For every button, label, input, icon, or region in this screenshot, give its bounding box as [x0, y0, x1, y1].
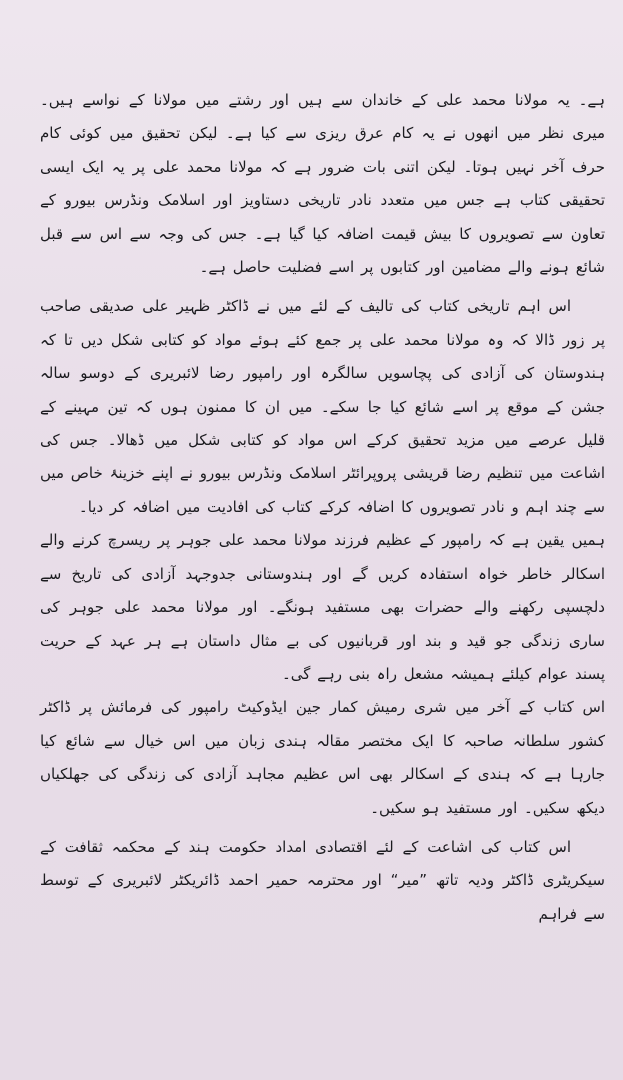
paragraph-2: اس اہم تاریخی کتاب کی تالیف کے لئے میں نے ڈاکٹر ظہیر علی صدیقی صاحب پر زور ڈالا کہ وہ مولانا محمد علی پر جمع کئے ہوئے مواد کو کتابی شکل دیں تا کہ ہندوستان کی آزادی کی پچاسویں سالگرہ اور رامپور رضا لائبریری کے دوسو سالہ جشن کے موقع پر اسے شائع کیا جا سکے۔ میں ان کا ممنون ہوں کہ تین مہینے کے قلیل عرصے میں مزید تحقیق کرکے اس مواد کو کتابی شکل میں ڈھالا۔ جس کی اشاعت میں تنظیم رضا قریشی پروپرائٹر اسلامک ونڈرس بیورو نے اپنے خزینۂ خاص میں سے چند اہم و نادر تصویروں کا اضافہ کرکے کتاب کی افادیت میں اضافہ کر دیا۔	[40, 297, 605, 516]
paragraph-1: ہے۔ یہ مولانا محمد علی کے خاندان سے ہیں اور رشتے میں مولانا کے نواسے ہیں۔ میری نظر میں انھوں نے یہ کام عرق ریزی سے کیا ہے۔ لیکن تحقیق میں کوئی کام حرف آخر نہیں ہوتا۔ لیکن اتنی بات ضرور ہے کہ مولانا محمد علی پر یہ ایک ایسی تحقیقی کتاب ہے جس میں متعدد نادر تاریخی دستاویز اور اسلامک ونڈرس بیورو کے تعاون سے تصویروں کا بیش قیمت اضافہ کیا گیا ہے۔ جس کی وجہ سے اس سے قبل شائع ہونے والے مضامین اور کتابوں پر اسے فضلیت حاصل ہے۔	[40, 91, 605, 277]
urdu-text-block	[40, 84, 605, 931]
paragraph-3: ہمیں یقین ہے کہ رامپور کے عظیم فرزند مولانا محمد علی جوہر پر ریسرچ کرنے والے اسکالر خاطر خواہ استفادہ کریں گے اور ہندوستانی جدوجہد آزادی کی تاریخ سے دلچسپی رکھنے والے حضرات بھی مستفید ہونگے۔ اور مولانا محمد علی جوہر کی ساری زندگی جو قید و بند اور قربانیوں کی بے مثال داستان ہے ہر عہد کے حریت پسند عوام کیلئے ہمیشہ مشعل راہ بنی رہے گی۔	[40, 531, 605, 683]
paragraph-5: اس کتاب کی اشاعت کے لئے اقتصادی امداد حکومت ہند کے محکمہ ثقافت کے سیکریٹری ڈاکٹر ودیہ تاتھ ”میر“ اور محترمہ حمیر احمد ڈائریکٹر لائبریری کے توسط سے فراہم	[40, 837, 605, 923]
paragraph-4: اس کتاب کے آخر میں شری رمیش کمار جین ایڈوکیٹ رامپور کی فرمائش پر ڈاکٹر کشور سلطانہ صاحبہ کا ایک مختصر مقالہ ہندی زبان میں اس خیال سے شائع کیا جارہا ہے کہ ہندی کے اسکالر بھی اس عظیم مجاہد آزادی کی زندگی کی جھلکیاں دیکھ سکیں۔ اور مستفید ہو سکیں۔	[40, 698, 605, 817]
